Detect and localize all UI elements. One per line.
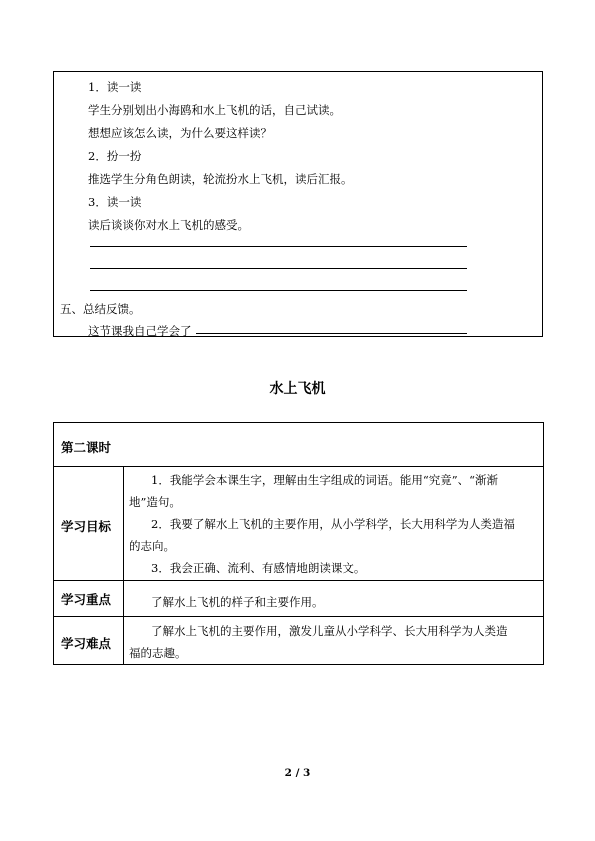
step-read-heading: 1．读一读 [88,80,142,94]
step-roleplay-heading: 2．扮一扮 [88,149,142,163]
summary-heading: 五、总结反馈。 [60,302,141,316]
summary-prompt: 这节课我自己学会了 [88,324,192,338]
goals-line: 地”造句。 [129,495,181,509]
goals-line: 的志向。 [129,539,175,553]
answer-line [90,246,467,247]
step-reflect-instruction: 读后谈谈你对水上飞机的感受。 [88,218,249,232]
step-reflect-heading: 3．读一读 [88,195,142,209]
step-read-instruction: 学生分别划出小海鸥和水上飞机的话，自己试读。 [88,103,341,117]
goals-line: 2．我要了解水上飞机的主要作用，从小学科学，长大用科学为人类造福 [151,517,515,531]
difficulty-line: 了解水上飞机的主要作用，激发儿童从小学科学、长大用科学为人类造 [151,624,508,638]
goals-line: 3．我会正确、流利、有感情地朗读课文。 [151,561,366,575]
goals-content [129,469,539,579]
table-divider [54,616,543,617]
lesson-title: 水上飞机 [269,381,326,397]
table-divider [54,580,543,581]
difficulty-content [129,620,539,664]
table-divider [54,466,543,467]
table-header: 第二课时 [61,440,112,455]
summary-answer-line [196,333,467,334]
table-column-divider [123,466,124,664]
answer-line [90,290,467,291]
page-number: 2 / 3 [284,767,311,779]
row-label-goals: 学习目标 [61,519,112,534]
row-label-difficulty: 学习难点 [61,636,112,651]
answer-line [90,268,467,269]
lesson-table [53,422,544,665]
focus-content: 了解水上飞机的样子和主要作用。 [151,595,324,609]
step-roleplay-instruction: 推选学生分角色朗读，轮流扮水上飞机，读后汇报。 [88,172,353,186]
goals-line: 1．我能学会本课生字，理解由生字组成的词语。能用“究竟”、“渐渐 [151,473,498,487]
step-read-question: 想想应该怎么读，为什么要这样读？ [88,126,272,140]
row-label-focus: 学习重点 [61,592,112,607]
difficulty-line: 福的志趣。 [129,646,187,660]
